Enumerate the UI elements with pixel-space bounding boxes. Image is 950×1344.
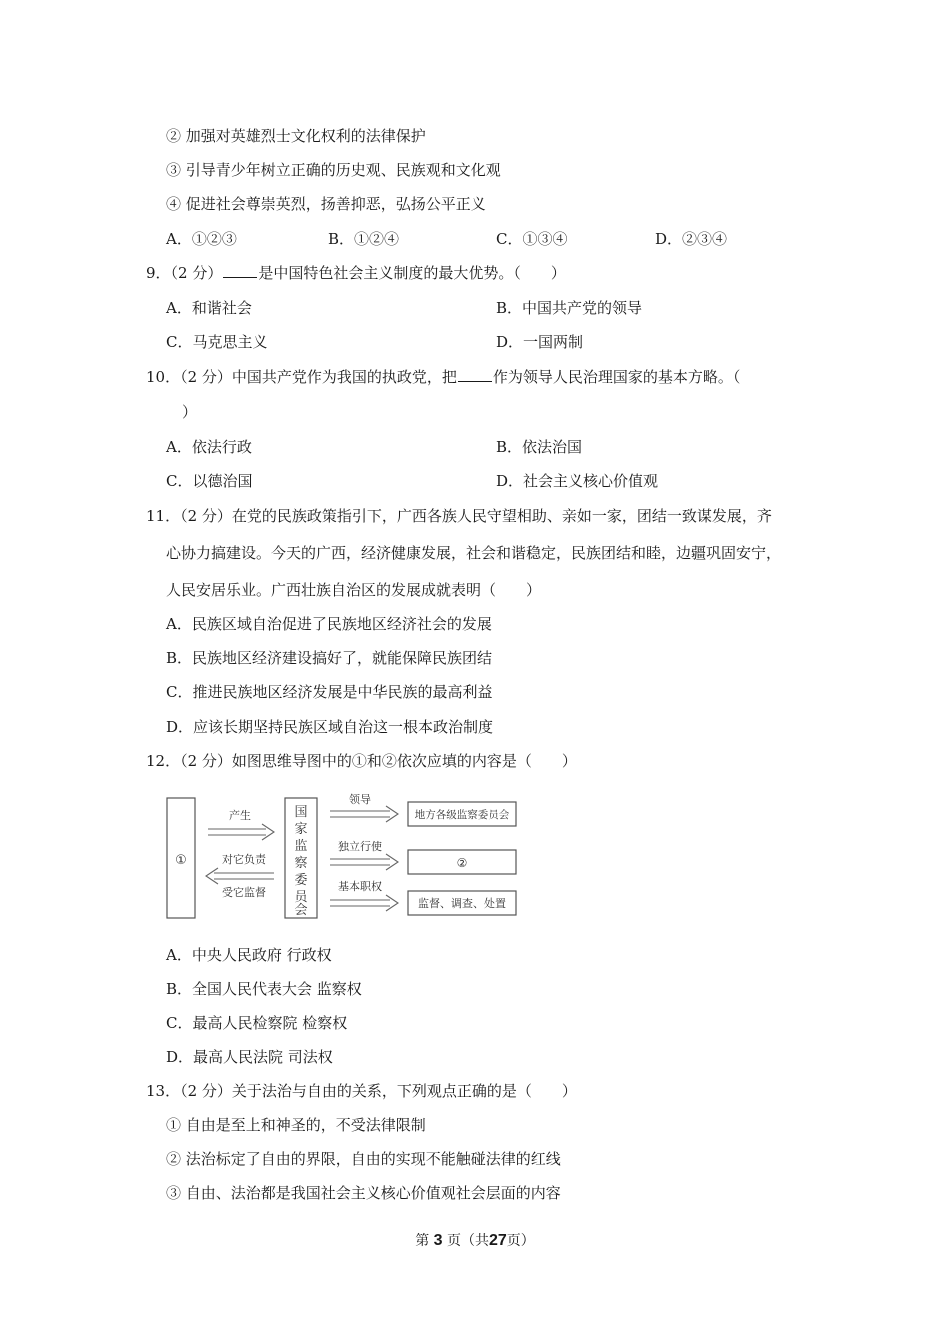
- q10-blank: [458, 367, 492, 382]
- q10-option-b: B．依法治国: [496, 438, 583, 456]
- q9-blank: [223, 263, 257, 278]
- center-char-1: 国: [294, 805, 308, 820]
- left-box-label: ①: [175, 853, 187, 868]
- arrow-back: [206, 868, 274, 884]
- q12-option-a: A．中央人民政府 行政权: [166, 946, 332, 964]
- center-char-7: 会: [294, 903, 308, 918]
- arrow-produce: [208, 824, 274, 840]
- q9-stem: [146, 263, 566, 283]
- arrow-independent: [330, 854, 398, 870]
- center-char-4: 察: [294, 856, 308, 871]
- center-char-5: 委: [294, 873, 308, 888]
- arrow-back-bottom-label: 受它监督: [222, 886, 266, 899]
- q10-close-paren: ）: [182, 403, 198, 421]
- arrow-lead-label: 领导: [349, 793, 371, 806]
- q8-option-c: C．①③④: [496, 230, 568, 248]
- q12-stem: 12．（2 分）如图思维导图中的①和②依次应填的内容是（ ）: [146, 752, 577, 770]
- q8-option-a: A．①②③: [166, 230, 237, 248]
- q8-item-4: ④ 促进社会尊崇英烈，扬善抑恶，弘扬公平正义: [166, 195, 486, 213]
- arrow-lead: [330, 806, 398, 822]
- center-char-2: 家: [294, 822, 308, 837]
- q9-option-c: C．马克思主义: [166, 333, 268, 351]
- q11-stem-line-2: 心协力搞建设。今天的广西，经济健康发展，社会和谐稳定，民族团结和睦，边疆巩固安宁，: [166, 544, 782, 562]
- q8-option-d: D．②③④: [655, 230, 728, 248]
- box-duties-label: 监督、调查、处置: [418, 897, 506, 910]
- q8-item-2: ② 加强对英雄烈士文化权利的法律保护: [166, 127, 426, 145]
- arrow-back-top-label: 对它负责: [222, 853, 266, 866]
- box-local-label: 地方各级监察委员会: [414, 809, 510, 821]
- q10-option-a: A．依法行政: [166, 438, 252, 456]
- q11-stem-line-3: 人民安居乐业。广西壮族自治区的发展成就表明（ ）: [166, 581, 542, 599]
- q11-option-b: B．民族地区经济建设搞好了，就能保障民族团结: [166, 649, 493, 667]
- footer-page-number: 3: [433, 1232, 443, 1249]
- box-blank-label: ②: [456, 856, 468, 870]
- q9-option-b: B．中国共产党的领导: [496, 299, 643, 317]
- page-footer: [0, 1230, 950, 1250]
- q8-item-3: ③ 引导青少年树立正确的历史观、民族观和文化观: [166, 161, 501, 179]
- arrow-powers-label: 基本职权: [338, 880, 382, 893]
- q9-suffix: 是中国特色社会主义制度的最大优势。（ ）: [258, 264, 566, 282]
- q8-option-b: B．①②④: [328, 230, 400, 248]
- q11-stem-line-1: 11．（2 分）在党的民族政策指引下，广西各族人民守望相助、亲如一家，团结一致谋发展，齐: [146, 507, 772, 525]
- center-char-6: 员: [294, 890, 308, 905]
- arrow-produce-label: 产生: [229, 809, 251, 822]
- q10-option-c: C．以德治国: [166, 472, 253, 490]
- q11-option-d: D．应该长期坚持民族区域自治这一根本政治制度: [166, 718, 494, 736]
- q13-item-2: ② 法治标定了自由的界限，自由的实现不能触碰法律的红线: [166, 1150, 561, 1168]
- q9-option-d: D．一国两制: [496, 333, 584, 351]
- q10-option-d: D．社会主义核心价值观: [496, 472, 659, 490]
- arrow-independent-label: 独立行使: [338, 840, 382, 853]
- q9-prefix: 9．（2 分）: [146, 264, 223, 282]
- q10-prefix: 10．（2 分）中国共产党作为我国的执政党，把: [146, 368, 457, 386]
- footer-post: 页）: [506, 1233, 535, 1249]
- q12-option-d: D．最高人民法院 司法权: [166, 1048, 333, 1066]
- mind-map-diagram: [162, 790, 522, 922]
- q12-option-b: B．全国人民代表大会 监察权: [166, 980, 362, 998]
- q13-item-1: ① 自由是至上和神圣的，不受法律限制: [166, 1116, 426, 1134]
- q10-suffix: 作为领导人民治理国家的基本方略。（: [492, 368, 741, 386]
- q12-option-c: C．最高人民检察院 检察权: [166, 1014, 348, 1032]
- footer-total-pages: 27: [489, 1232, 507, 1249]
- q13-stem: 13．（2 分）关于法治与自由的关系，下列观点正确的是（ ）: [146, 1082, 577, 1100]
- arrow-powers: [330, 895, 398, 911]
- q13-item-3: ③ 自由、法治都是我国社会主义核心价值观社会层面的内容: [166, 1184, 561, 1202]
- q10-stem: [146, 367, 740, 387]
- q11-option-a: A．民族区域自治促进了民族地区经济社会的发展: [166, 615, 492, 633]
- footer-pre: 第: [415, 1233, 430, 1249]
- footer-mid: 页（共: [447, 1233, 489, 1249]
- q9-option-a: A．和谐社会: [166, 299, 252, 317]
- center-char-3: 监: [294, 839, 308, 854]
- q11-option-c: C．推进民族地区经济发展是中华民族的最高利益: [166, 683, 493, 701]
